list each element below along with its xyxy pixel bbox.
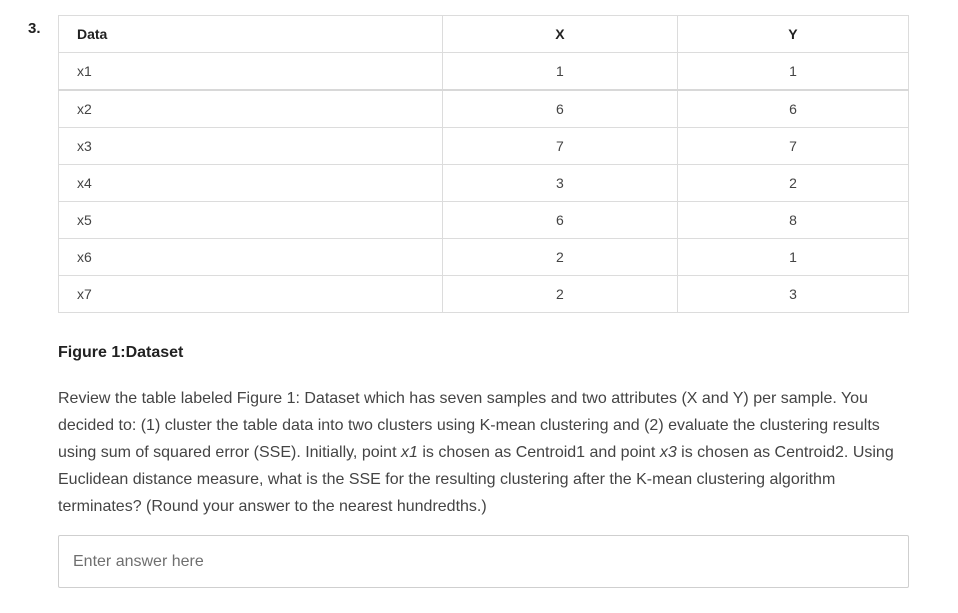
table-row [59,165,909,202]
cell-x: 6 [442,90,677,128]
cell-x: 2 [442,276,677,313]
cell-y: 7 [677,128,908,165]
question-paragraph [58,385,908,520]
cell-y: 1 [677,239,908,276]
question-text-part2: is chosen as Centroid1 and point [417,444,660,461]
table-row [59,239,909,276]
dataset-table [58,15,909,313]
cell-data: x1 [59,53,443,91]
table-header-row [59,16,909,53]
table-row [59,202,909,239]
cell-y: 6 [677,90,908,128]
column-header-data: Data [59,16,443,53]
point-x1: x1 [400,444,418,461]
question-number: 3. [28,20,41,37]
cell-data: x2 [59,90,443,128]
column-header-x: X [442,16,677,53]
table-row [59,90,909,128]
question-text-part3: is chosen as Centroid2. Using Euclidean distance measure, what is the SSE for the resulting clustering after the K-mean clustering algorithm terminates? (Round your answer to the nearest hundredths.) [58,444,894,515]
column-header-y: Y [677,16,908,53]
cell-x: 6 [442,202,677,239]
point-x3: x3 [659,444,677,461]
figure-caption: Figure 1:Dataset [58,344,184,361]
cell-y: 8 [677,202,908,239]
question-text [58,385,908,520]
cell-x: 1 [442,53,677,91]
cell-y: 2 [677,165,908,202]
cell-y: 1 [677,53,908,91]
question-text-part1: Review the table labeled Figure 1: Dataset which has seven samples and two attributes (X and Y) per sample. You decided to: (1) cluster the table data into two clusters using K-mean clustering and (2) evaluate the clustering results using sum of squared error (SSE). Initially, point [58,390,880,461]
table-row [59,128,909,165]
table-row [59,276,909,313]
cell-data: x7 [59,276,443,313]
cell-data: x5 [59,202,443,239]
cell-x: 3 [442,165,677,202]
answer-input[interactable] [58,535,909,588]
cell-y: 3 [677,276,908,313]
cell-data: x3 [59,128,443,165]
cell-x: 2 [442,239,677,276]
cell-data: x4 [59,165,443,202]
table-row [59,53,909,91]
cell-x: 7 [442,128,677,165]
cell-data: x6 [59,239,443,276]
